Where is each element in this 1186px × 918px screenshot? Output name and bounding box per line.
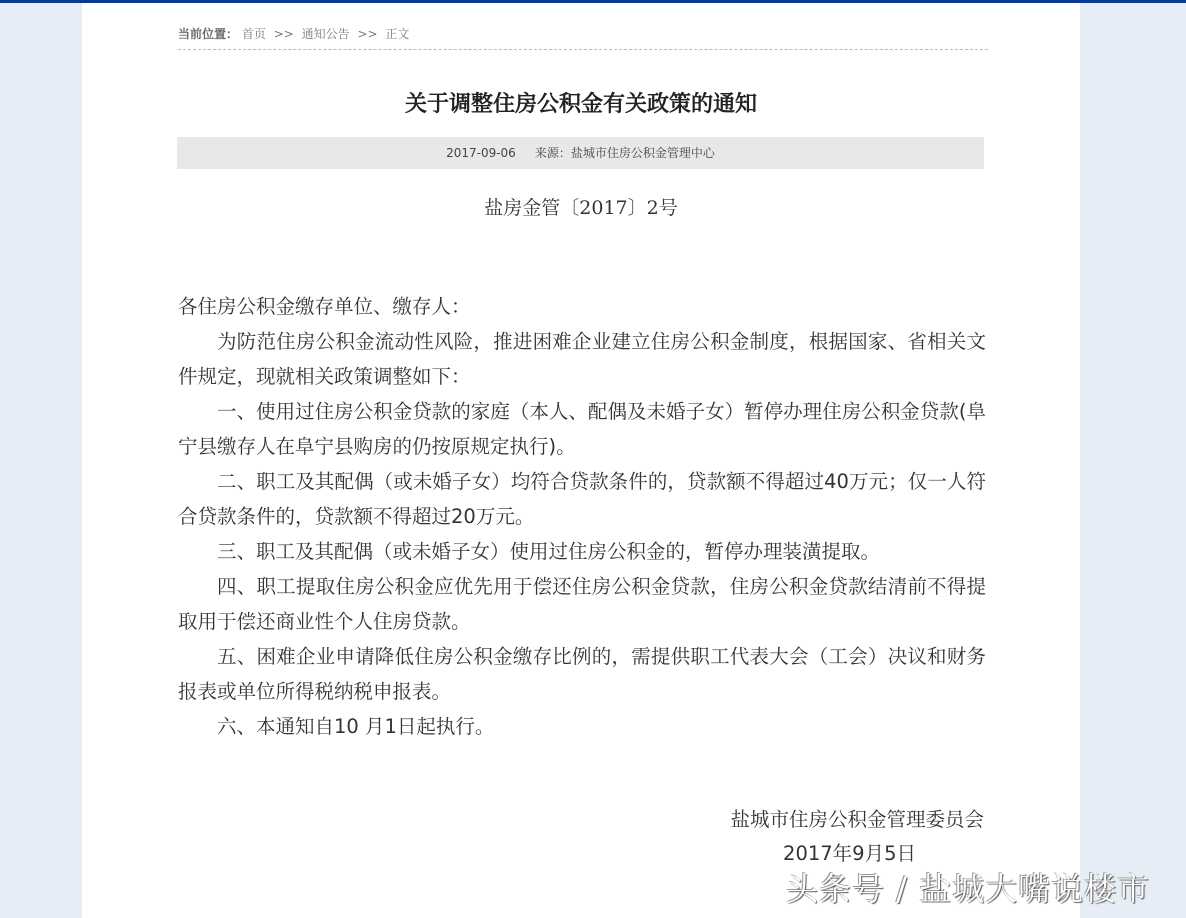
article-title: 关于调整住房公积金有关政策的通知 [404, 92, 757, 117]
salutation: 各住房公积金缴存单位、缴存人： [178, 295, 471, 318]
breadcrumb-current: 正文 [385, 27, 410, 41]
paragraph: 一、使用过住房公积金贷款的家庭（本人、配偶及未婚子女）暂停办理住房公积金贷款(阜宁县缴存人在阜宁县购房的仍按原规定执行)。 [178, 400, 986, 458]
paragraph: 六、本通知自10 月1日起执行。 [217, 715, 495, 738]
article-meta [177, 137, 984, 169]
paragraph: 三、职工及其配偶（或未婚子女）使用过住房公积金的，暂停办理装潢提取。 [217, 540, 881, 563]
watermark: 头条号 / 盐城大嘴说楼市 [786, 870, 1151, 908]
article-source: 来源：盐城市住房公积金管理中心 [534, 146, 715, 160]
breadcrumb-sep: >> [273, 27, 294, 41]
signature-block [730, 803, 984, 871]
article-date: 2017-09-06 [446, 146, 516, 160]
breadcrumb-label: 当前位置： [178, 27, 239, 41]
paragraph: 为防范住房公积金流动性风险，推进困难企业建立住房公积金制度，根据国家、省相关文件规定，现就相关政策调整如下： [178, 330, 986, 388]
signature-date: 2017年9月5日 [783, 842, 916, 865]
paragraph: 四、职工提取住房公积金应优先用于偿还住房公积金贷款，住房公积金贷款结清前不得提取用于偿还商业性个人住房贷款。 [178, 575, 986, 633]
content-page [82, 3, 1080, 918]
breadcrumb [178, 25, 988, 50]
breadcrumb-notices[interactable]: 通知公告 [301, 27, 350, 41]
signature-org: 盐城市住房公积金管理委员会 [730, 808, 984, 831]
paragraph: 五、困难企业申请降低住房公积金缴存比例的，需提供职工代表大会（工会）决议和财务报表或单位所得税纳税申报表。 [178, 645, 986, 703]
article-body [178, 289, 986, 744]
breadcrumb-home[interactable]: 首页 [241, 27, 266, 41]
paragraph: 二、职工及其配偶（或未婚子女）均符合贷款条件的，贷款额不得超过40万元；仅一人符合贷款条件的，贷款额不得超过20万元。 [178, 470, 986, 528]
document-number: 盐房金管〔2017〕2号 [484, 197, 678, 219]
breadcrumb-sep: >> [357, 27, 378, 41]
